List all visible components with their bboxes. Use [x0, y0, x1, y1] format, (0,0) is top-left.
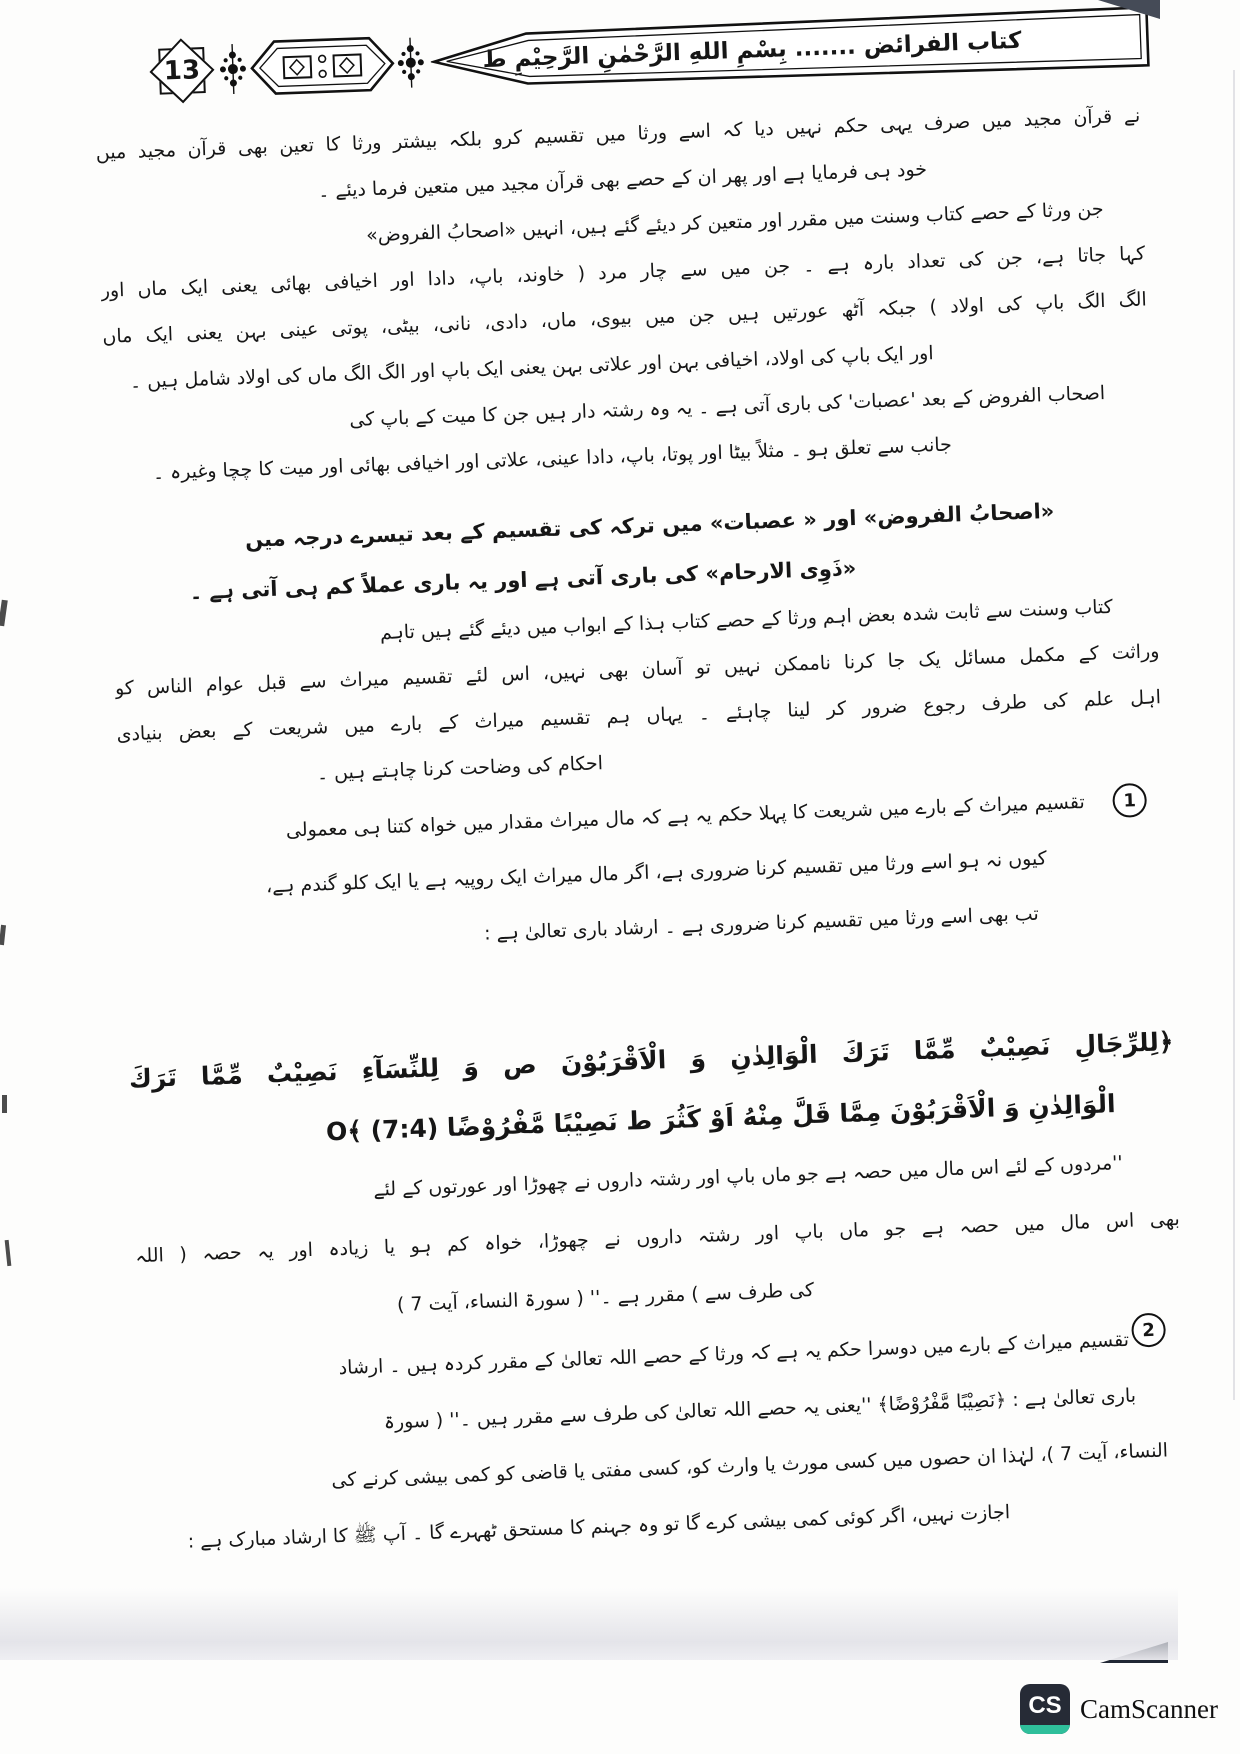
text-line: اور ایک باپ کی اولاد، اخیافی بہن اور علاتی بہن یعنی ایک باپ اور الگ الگ ماں کی اولاد شامل ہیں ۔: [129, 342, 934, 393]
text-line: تقسیم میراث کے بارے میں شریعت کا پہلا حکم یہ ہے کہ مال میراث مقدار میں خواہ کتنا ہی معمولی: [285, 791, 1086, 842]
verse-translation: [132, 1132, 1183, 1343]
text-line: بھی اس مال میں حصہ ہے جو ماں باپ اور رشتہ داروں نے چھوڑا، خواہ کم ہو یا زیادہ اور یہ حصہ ( اللہ: [134, 1207, 1181, 1268]
text-line: تب بھی اسے ورثا میں تقسیم کرنا ضروری ہے ۔ ارشاد باری تعالیٰ ہے :: [483, 902, 1040, 945]
text-line: ''مردوں کے لئے اس مال میں حصہ ہے جو ماں باپ اور رشتہ داروں نے چھوڑا اور عورتوں کے لئے: [373, 1151, 1123, 1201]
item-number-circle: 2: [1131, 1312, 1166, 1347]
verse-line: الْوَالِدٰنِ وَ الْاَقْرَبُوْنَ مِمَّا قَلَّ مِنْهُ اَوْ كَثُرَ ط نَصِيْبًا مَّفْرُوْضًا O﴾ (7:4): [325, 1089, 1116, 1147]
text-line: تقسیم میراث کے بارے میں دوسرا حکم یہ ہے کہ ورثا کے حصے اللہ تعالیٰ کے مقرر کردہ ہیں ۔ ارشاد: [338, 1328, 1130, 1380]
ornament-divider-icon: [219, 29, 426, 102]
text-line: جانب سے تعلق ہو ۔ مثلاً بیٹا اور پوتا، باپ، دادا عینی، علاتی اور اخیافی بھائی اور میت کا چچا وغیرہ ۔: [152, 433, 953, 485]
ink-speck: [0, 600, 8, 627]
text-line: النساء، آیت 7 )، لہٰذا ان حصوں میں کسی مورث یا وارث کو، کسی مفتی یا قاضی کو کمی بیشی کرنے کی: [331, 1439, 1169, 1492]
chapter-title-banner: [430, 3, 1151, 95]
text-line: خود ہی فرمایا ہے اور پھر ان کے حصے بھی قرآن مجید میں متعین فرما دیئے ۔: [317, 158, 928, 203]
paragraph: [98, 185, 1149, 406]
page-body: [95, 93, 1192, 1589]
text-line: کیوں نہ ہو اسے ورثا میں تقسیم کرنا ضروری ہے، اگر مال میراث ایک روپیہ ہے یا ایک کلو گندم ہے،: [265, 847, 1048, 898]
text-line: کتاب وسنت سے ثابت شدہ بعض اہم ورثا کے حصے کتاب ہذا کے ابواب میں دیئے گئے ہیں تاہم: [379, 595, 1114, 645]
numbered-item-2: [139, 1310, 1191, 1571]
text-line: اہل علم کی طرف رجوع ضرور کر لینا چاہئے ۔ یہاں ہم تقسیم میراث کے بارے میں شریعت کے بعض بنیادی: [116, 686, 1162, 746]
ink-speck: [0, 925, 6, 945]
page-edge-line: [1233, 70, 1235, 1400]
camscanner-logo-icon: [1020, 1684, 1070, 1734]
page-number: 13: [163, 55, 201, 87]
camscanner-watermark: [1020, 1684, 1218, 1734]
ink-speck: [2, 1095, 7, 1113]
text-line: «ذَوِی الارحام» کی باری آتی ہے اور یہ باری عملاً کم ہی آتی ہے ۔: [189, 556, 857, 604]
cs-initials: CS: [1028, 1692, 1062, 1719]
ink-speck: [5, 1240, 12, 1266]
item-number-circle: 1: [1112, 783, 1147, 818]
page-number-badge: [149, 38, 215, 104]
paragraph: [113, 582, 1164, 803]
text-line: وراثت کے مکمل مسائل یک جا کرنا ناممکن نہیں تو آسان بھی نہیں، اس لئے تقسیم میراث سے قبل عوام الناس کو: [114, 640, 1160, 700]
numbered-item-1: [119, 772, 1169, 974]
scan-bottom-shade: [0, 1588, 1178, 1660]
verse-line: ﴿لِلرِّجَالِ نَصِيْبٌ مِّمَّا تَرَكَ الْوَالِدٰنِ وَ الْاَقْرَبُوْنَ ص وَ لِلنِّسَآءِ نَصِيْبٌ مِّمَّا تَرَكَ: [128, 1027, 1174, 1094]
text-line: «اصحابُ الفروض» اور « عصبات» میں ترکہ کی تقسیم کے بعد تیسرے درجہ میں: [244, 498, 1055, 552]
text-line: باری تعالیٰ ہے : ﴿نَصِيْبًا مَّفْرُوْضًا﴾ ''یعنی یہ حصے اللہ تعالیٰ کی طرف سے مقرر ہیں ۔'' ( سورۃ: [383, 1384, 1137, 1434]
camscanner-label: CamScanner: [1080, 1693, 1218, 1724]
page-header: [149, 0, 1151, 108]
text-line: اجازت نہیں، اگر کوئی کمی بیشی کرے گا تو وہ جہنم کا مستحق ٹھہرے گا ۔ آپ ﷺ کا ارشاد مبارک ہے :: [187, 1501, 1011, 1553]
text-line: احکام کی وضاحت کرنا چاہتے ہیں ۔: [316, 752, 604, 785]
logo-accent-band: [1020, 1725, 1070, 1734]
chapter-title: كتاب الفرائض ....... بِسْمِ اللهِ الرَّحْمٰنِ الرَّحِيْمِ ط: [482, 27, 1022, 74]
florette-icon: [397, 37, 424, 88]
text-line: الگ الگ باپ کی اولاد ) جبکہ آٹھ عورتیں ہیں جن میں بیوی، ماں، دادی، نانی، بیٹی، پوتی عینی بہن یعنی ایک ماں: [102, 288, 1148, 348]
text-line: کی طرف سے ) مقرر ہے ۔'' ( سورۃ النساء، آیت 7 ): [396, 1279, 815, 1316]
florette-icon: [220, 44, 247, 95]
text-line: اصحاب الفروض کے بعد 'عصبات' کی باری آتی ہے ۔ یہ وہ رشتہ دار ہیں جن کا میت کے باپ کی: [349, 382, 1106, 432]
text-line: کہا جاتا ہے، جن کی تعداد بارہ ہے ۔ جن میں سے چار مرد ( خاوند، باپ، دادا اور اخیافی بھائی یعنی ایک ماں اور: [100, 242, 1146, 302]
text-line: نے قرآن مجید میں صرف یہی حکم نہیں دیا کہ اسے ورثا میں تقسیم کرو بلکہ بیشتر ورثا کا تعین بھی قرآن مجید میں: [95, 104, 1141, 164]
text-line: جن ورثا کے حصے کتاب وسنت میں مقرر اور متعین کر دیئے گئے ہیں، انہیں «اصحابُ الفروض»: [365, 197, 1104, 247]
